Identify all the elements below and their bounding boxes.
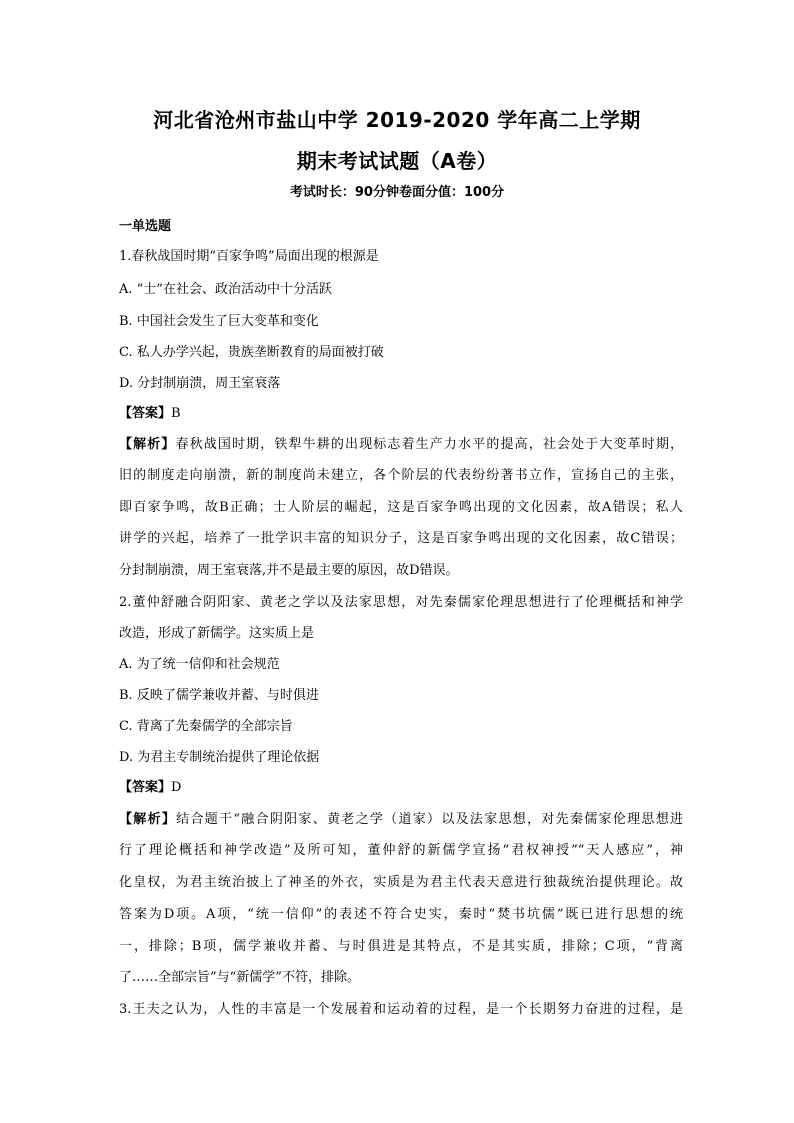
question-2-option-b: B. 反映了儒学兼收并蓄、与时俱进 <box>119 688 319 703</box>
question-2-option-a: A. 为了统一信仰和社会规范 <box>119 657 280 672</box>
question-2-stem: 改造，形成了新儒学。这实质上是 <box>119 626 315 641</box>
question-1-option-b: B. 中国社会发生了巨大变革和变化 <box>119 314 319 329</box>
question-2-option-d: D. 为君主专制统治提供了理论依据 <box>119 750 320 765</box>
question-2-analysis-line: 行了理论概括和神学改造”及所可知，董仲舒的新儒学宣扬“君权神授”“天人感应”，神 <box>119 843 683 858</box>
answer-tag: 【答案】 <box>119 406 172 421</box>
question-1-option-a: A. “士”在社会、政治活动中十分活跃 <box>119 282 332 297</box>
section-heading: 一单选题 <box>119 219 172 234</box>
analysis-tag: 【解析】 <box>119 812 177 827</box>
question-1-option-d: D. 分封制崩溃，周王室衰落 <box>119 376 281 391</box>
question-2-analysis-line: 了……全部宗旨”与“新儒学”不符，排除。 <box>119 970 360 985</box>
question-2-analysis-line: 答案为D项。A项，“统一信仰”的表述不符合史实，秦时“焚书坑儒”既已进行思想的统 <box>119 907 683 922</box>
question-2-answer <box>119 779 683 797</box>
answer-value: D <box>171 780 182 795</box>
question-1-analysis-line: 讲学的兴起，培养了一批学识丰富的知识分子，这是百家争鸣出现的文化因素，故C错误； <box>119 531 683 546</box>
question-1-analysis-line: 即百家争鸣，故B正确；士人阶层的崛起，这是百家争鸣出现的文化因素，故A错误；私人 <box>119 500 683 515</box>
question-1-analysis-line: 分封制崩溃，周王室衰落,并不是最主要的原因，故D错误。 <box>119 563 459 578</box>
document-title-line-1: 河北省沧州市盐山中学 2019-2020 学年高二上学期 <box>153 108 641 132</box>
exam-info: 考试时长：90分钟卷面分值：100分 <box>289 185 505 200</box>
question-2-analysis-line: 一，排除；B项，儒学兼收并蓄、与时俱进是其特点，不是其实质，排除；C项，“背离 <box>119 939 683 954</box>
document-title-line-2: 期末考试试题（A卷） <box>296 149 498 173</box>
question-1-option-c: C. 私人办学兴起，贵族垄断教育的局面被打破 <box>119 345 384 360</box>
answer-value: B <box>171 406 181 421</box>
answer-tag: 【答案】 <box>119 780 172 795</box>
question-1-analysis-line: 【解析】春秋战国时期，铁犁牛耕的出现标志着生产力水平的提高，社会处于大变革时期， <box>119 437 683 452</box>
question-2-analysis-line: 化皇权，为君主统治披上了神圣的外衣，实质是为君主代表天意进行独裁统治提供理论。故 <box>119 875 683 890</box>
question-1-answer <box>119 405 683 423</box>
question-2-stem: 2.董仲舒融合阴阳家、黄老之学以及法家思想，对先秦儒家伦理思想进行了伦理概括和神学 <box>119 595 683 610</box>
question-1-analysis-line: 旧的制度走向崩溃，新的制度尚未建立，各个阶层的代表纷纷著书立作，宣扬自己的主张， <box>119 468 683 483</box>
question-2-analysis-line: 【解析】结合题干“融合阴阳家、黄老之学（道家）以及法家思想，对先秦儒家伦理思想进 <box>119 812 683 827</box>
question-1-stem: 1.春秋战国时期“百家争鸣”局面出现的根源是 <box>119 249 379 264</box>
question-2-option-c: C. 背离了先秦儒学的全部宗旨 <box>119 719 293 734</box>
analysis-tag: 【解析】 <box>119 437 176 452</box>
question-3-stem: 3.王夫之认为，人性的丰富是一个发展着和运动着的过程，是一个长期努力奋进的过程，是 <box>119 1002 683 1017</box>
